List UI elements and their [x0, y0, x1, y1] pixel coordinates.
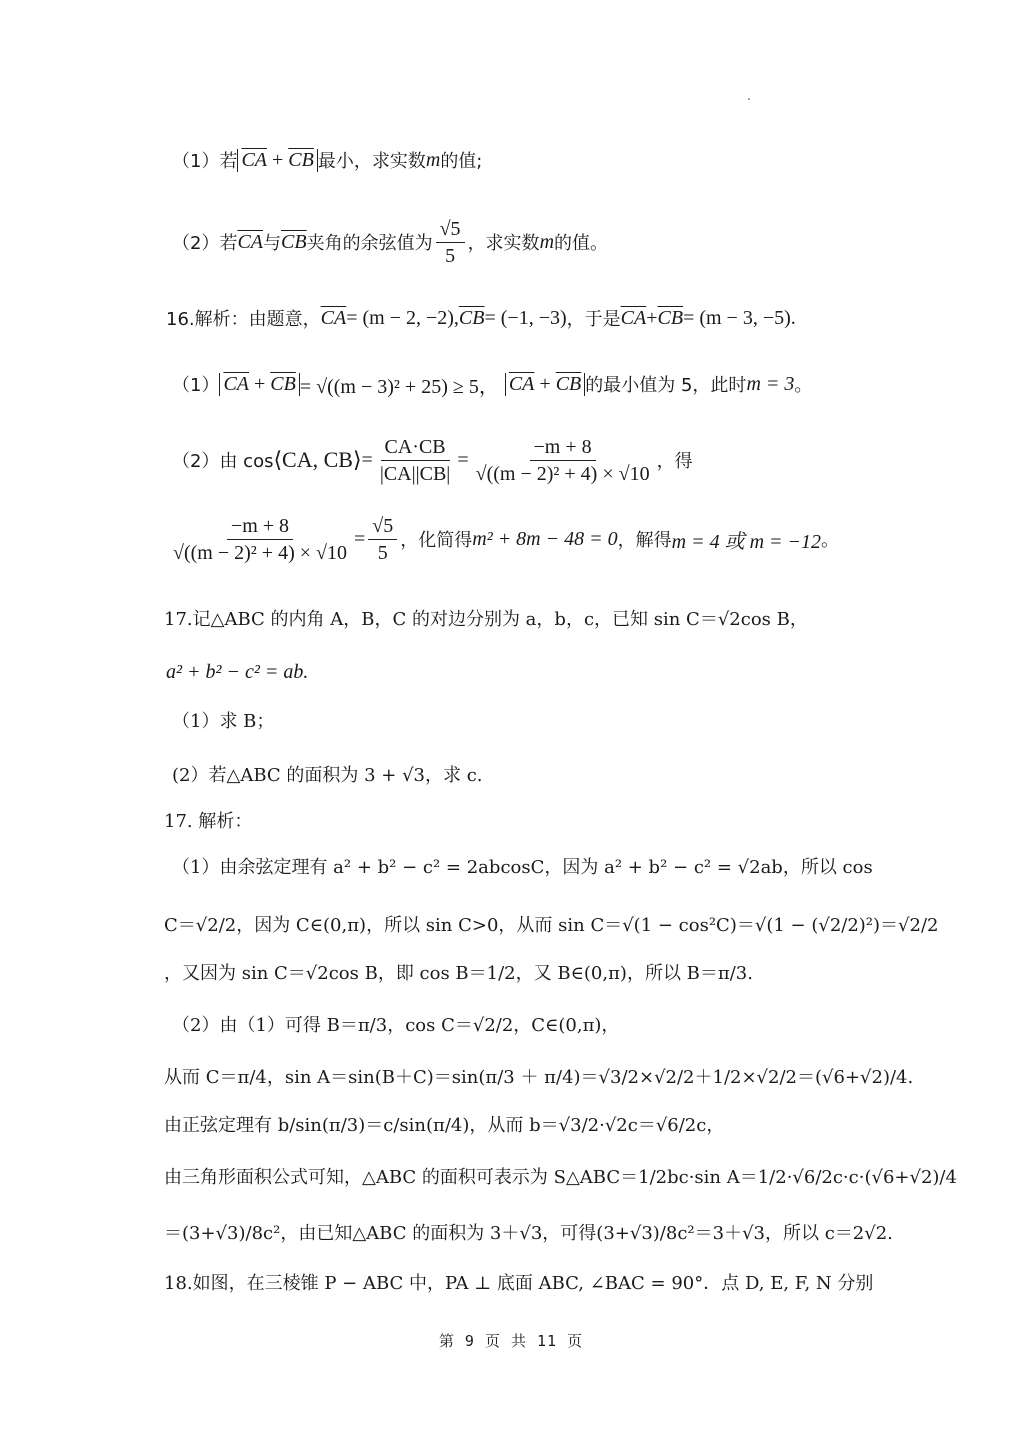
q17-stem-1: 17.记△ABC 的内角 A，B，C 的对边分别为 a，b，c，已知 sin C＝√2cos B，: [164, 609, 808, 630]
q15-part1: （1）若 $\overline{CA} + \overline{CB}$ 最小，求实数 m 的值;: [172, 148, 483, 172]
q15-abs-expr: $\overline{CA} + \overline{CB}$: [237, 149, 317, 172]
speck: [748, 98, 750, 100]
cosine-fraction: $\frac{√5}{5}$: [436, 217, 465, 268]
sol17-line-6: 由正弦定理有 b/sin(π/3)＝c/sin(π/4)，从而 b＝√3/2·√2c＝√6/2c，: [164, 1115, 725, 1136]
q17-part1: （1）求 B；: [172, 711, 275, 732]
sol17-title: 17. 解析：: [164, 811, 253, 832]
q15-part2: （2）若 $\overline{CA}$ 与 $\overline{CB}$ 夹角的余弦值为 $\frac{√5}{5}$ ，求实数 m 的值。: [172, 217, 609, 267]
sol16-part1: （1） $\overline{CA} + \overline{CB}$ = √((m − 3)² + 25) ≥ 5， $\overline{CA} + \overline{CB}$ 的最小值为 5，此时 m = 3 。: [172, 372, 813, 398]
sol17-line-8: ＝(3+√3)/8c²，由已知△ABC 的面积为 3＋√3，可得(3+√3)/8c²＝3＋√3，所以 c＝2√2.: [164, 1223, 893, 1244]
q18-stem: 18.如图，在三棱锥 P − ABC 中，PA ⊥ 底面 ABC, ∠BAC = 90°．点 D, E, F, N 分别: [164, 1273, 874, 1294]
sol17-line-7: 由三角形面积公式可知，△ABC 的面积可表示为 S△ABC＝1/2bc·sin A＝1/2·√6/2c·c·(√6+√2)/4: [164, 1167, 957, 1188]
q17-part2: (2）若△ABC 的面积为 3 + √3，求 c.: [172, 765, 483, 786]
q17-stem-2: a² + b² − c² = ab.: [166, 660, 309, 683]
sol16-part2-a: （2）由 cos ⟨CA, CB⟩ = $\frac{CA\cdot CB}{|CA||CB|}$ = $\frac{-m + 8}{\text{√((m − 2)² + 4) × √10}}$ ，得: [172, 435, 693, 485]
sol17-line-4: （2）由（1）可得 B＝π/3，cos C＝√2/2，C∈(0,π)，: [172, 1015, 620, 1036]
sol16-part2-b: $\frac{-m + 8}{\text{√((m − 2)² + 4) × √10}}$ = $\frac{√5}{5}$ ，化简得 m² + 8m − 48 = 0 ，解得 m = 4 或 m = −12 。: [173, 514, 839, 564]
sol17-line-2: C＝√2/2，因为 C∈(0,π)，所以 sin C>0，从而 sin C＝√(1 − cos²C)＝√(1 − (√2/2)²)＝√2/2: [164, 915, 939, 936]
page-footer: 第 9 页 共 11 页: [438, 1332, 584, 1350]
sol17-line-5: 从而 C＝π/4，sin A＝sin(B＋C)＝sin(π/3 ＋ π/4)＝√3/2×√2/2＋1/2×√2/2＝(√6+√2)/4.: [164, 1067, 914, 1088]
sol16-intro: 16.解析：由题意， $\overline{CA}$ = (m − 2, −2), $\overline{CB}$ = (−1, −3) ，于是 $\overline{CA}$ + $\overline{CB}$ = (m − 3, −5).: [166, 306, 796, 330]
sol17-line-3: ，又因为 sin C＝√2cos B，即 cos B＝1/2，又 B∈(0,π)，所以 B＝π/3.: [164, 963, 753, 984]
sol17-line-1: （1）由余弦定理有 a² + b² − c² = 2abcosC，因为 a² + b² − c² = √2ab，所以 cos: [172, 857, 873, 878]
